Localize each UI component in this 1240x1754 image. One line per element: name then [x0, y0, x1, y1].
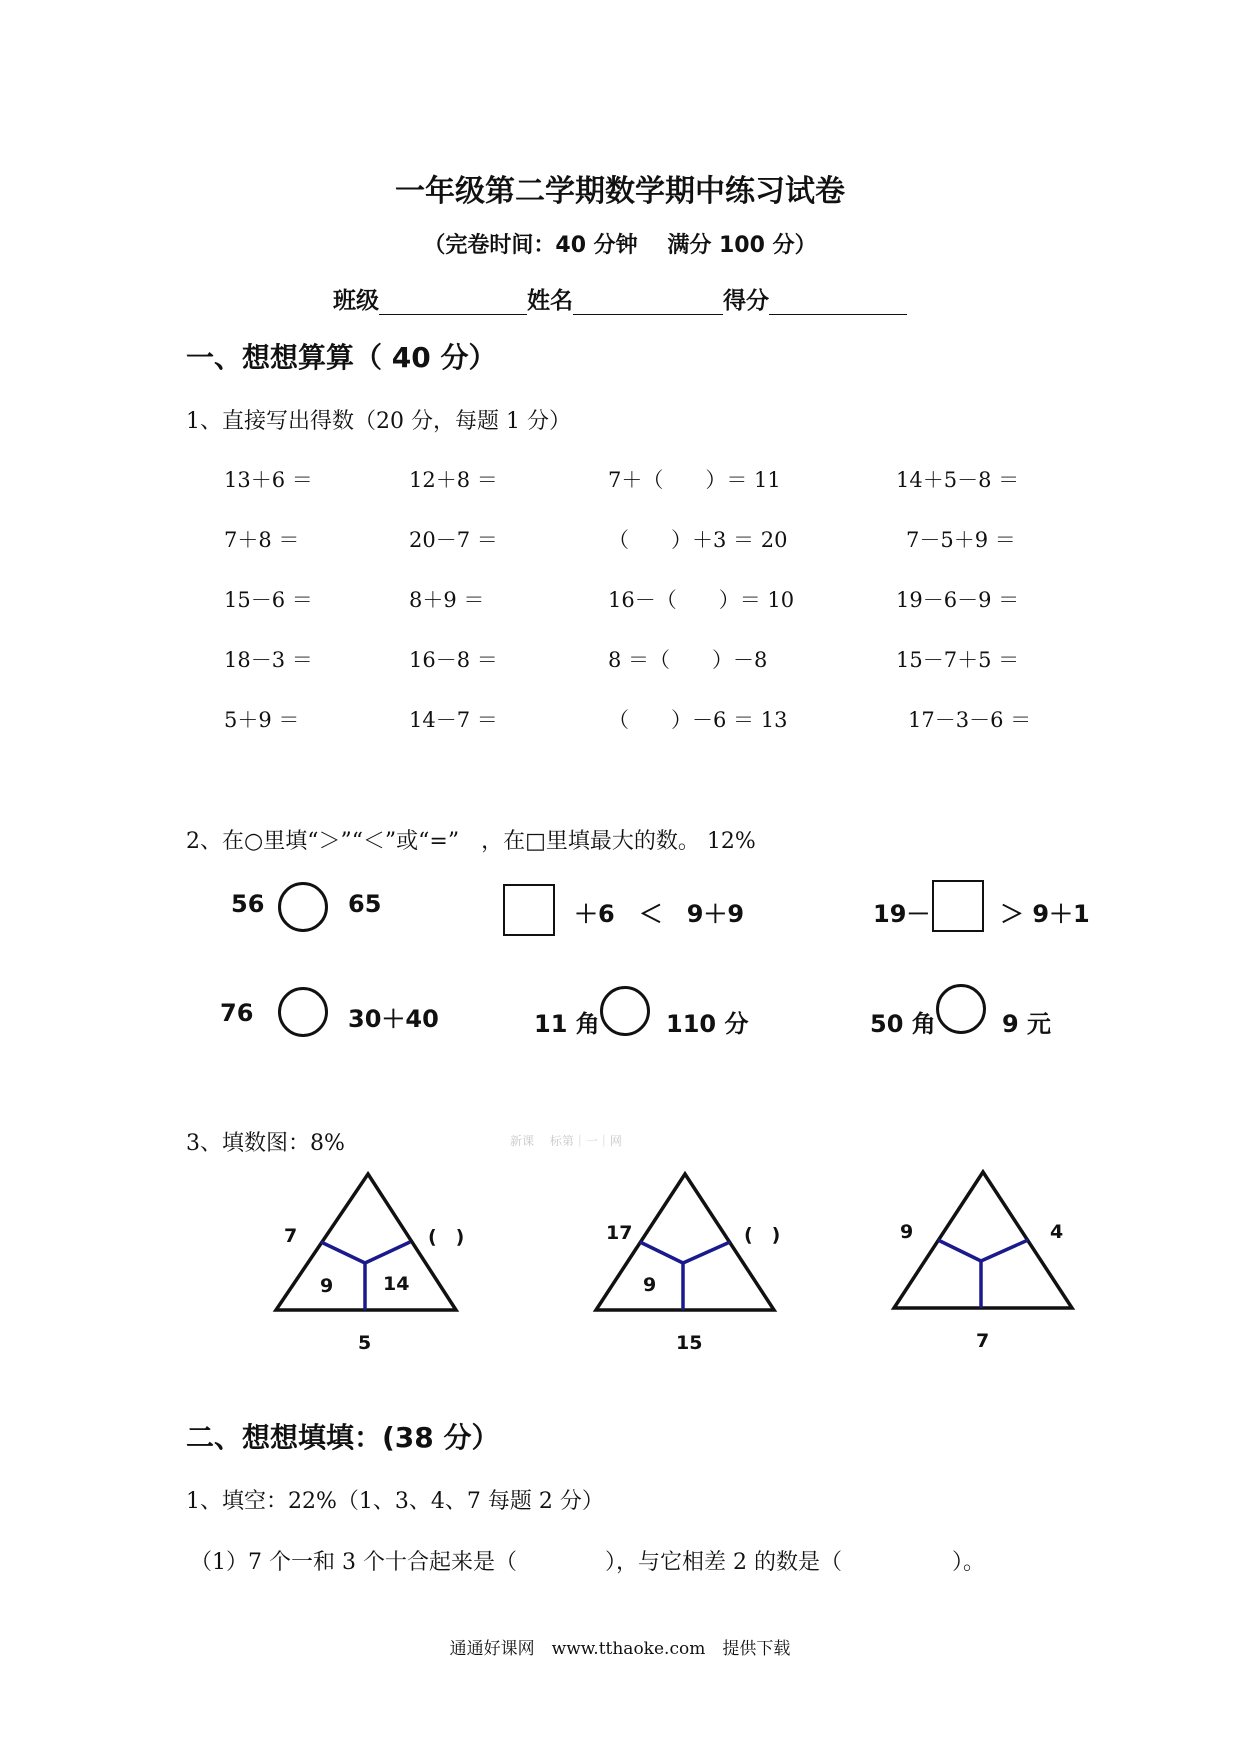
compare-right: 9 元: [1002, 1010, 1052, 1038]
calc-item: 15－7＋5 ＝: [896, 648, 1020, 672]
answer-circle[interactable]: [278, 987, 328, 1037]
score-label: 得分: [723, 288, 769, 314]
footer-credit: 通通好课网 www.tthaoke.com 提供下载: [449, 1639, 791, 1659]
box-right: ＞ 9＋1: [1000, 900, 1090, 928]
calc-item: 14＋5－8 ＝: [896, 468, 1020, 492]
triangle-diagram-3: [882, 1166, 1102, 1336]
triangle-edge-label: ( ): [428, 1226, 465, 1248]
compare-right: 65: [348, 890, 382, 918]
class-field[interactable]: [379, 292, 527, 315]
triangle-inner-label: 9: [320, 1275, 334, 1297]
calc-item: （ ）－6 ＝ 13: [608, 708, 788, 732]
page-subtitle: （完卷时间：40 分钟 满分 100 分）: [423, 233, 817, 258]
compare-left: 11 角: [534, 1010, 600, 1038]
calc-item: 18－3 ＝: [224, 648, 313, 672]
calc-item: 16－8 ＝: [409, 648, 498, 672]
section2-item1: （1）7 个一和 3 个十合起来是（ ），与它相差 2 的数是（ ）。: [190, 1550, 985, 1575]
calc-item: 8＋9 ＝: [409, 588, 485, 612]
page-title: 一年级第二学期数学期中练习试卷: [395, 174, 845, 209]
compare-left: 76: [220, 999, 254, 1027]
calc-item: 17－3－6 ＝: [908, 708, 1032, 732]
section2-q1-prompt: 1、填空：22%（1、3、4、7 每题 2 分）: [186, 1489, 604, 1514]
box-left: 19－: [873, 900, 931, 928]
section2-heading: 二、想想填填：(38 分）: [186, 1421, 500, 1454]
calc-item: 16－（ ）＝ 10: [608, 588, 795, 612]
triangle-edge-label: 15: [676, 1332, 703, 1354]
calc-item: 20－7 ＝: [409, 528, 498, 552]
calc-item: 15－6 ＝: [224, 588, 313, 612]
triangle-edge-label: 4: [1050, 1221, 1064, 1243]
answer-box[interactable]: [503, 884, 555, 936]
calc-item: 5＋9 ＝: [224, 708, 300, 732]
name-field[interactable]: [573, 292, 723, 315]
triangle-edge-label: 7: [976, 1330, 990, 1352]
calc-item: 7＋8 ＝: [224, 528, 300, 552]
answer-box[interactable]: [932, 880, 984, 932]
calc-item: 7－5＋9 ＝: [906, 528, 1016, 552]
compare-right: 110 分: [666, 1010, 749, 1038]
calc-item: 12＋8 ＝: [409, 468, 498, 492]
triangle-edge-label: 7: [284, 1225, 298, 1247]
box-expression: ＋6 ＜ 9＋9: [574, 900, 745, 928]
calc-item: （ ）＋3 ＝ 20: [608, 528, 788, 552]
q1-prompt: 1、直接写出得数（20 分，每题 1 分）: [186, 409, 571, 434]
calc-item: 19－6－9 ＝: [896, 588, 1020, 612]
q2-prompt: 2、在○里填“＞”“＜”或“=” ，在□里填最大的数。 12%: [186, 829, 756, 854]
answer-circle[interactable]: [278, 882, 328, 932]
triangle-inner-label: 14: [383, 1273, 410, 1295]
triangle-diagram-2: [584, 1168, 804, 1338]
compare-left: 50 角: [870, 1010, 936, 1038]
compare-right: 30＋40: [348, 1005, 439, 1033]
watermark: 新课 标第｜一｜网: [510, 1134, 622, 1148]
calc-item: 8 ＝（ ）－8: [608, 648, 768, 672]
triangle-edge-label: 5: [358, 1332, 372, 1354]
student-info-row: [333, 282, 907, 315]
q3-prompt: 3、填数图：8%: [186, 1131, 345, 1156]
triangle-edge-label: 9: [900, 1221, 914, 1243]
answer-circle[interactable]: [600, 986, 650, 1036]
calc-item: 7＋（ ）＝ 11: [608, 468, 781, 492]
triangle-edge-label: ( ): [744, 1224, 781, 1246]
score-field[interactable]: [769, 292, 907, 315]
compare-left: 56: [231, 890, 265, 918]
section1-heading: 一、想想算算（ 40 分）: [186, 341, 497, 374]
calc-item: 14－7 ＝: [409, 708, 498, 732]
triangle-edge-label: 17: [606, 1222, 633, 1244]
calc-item: 13＋6 ＝: [224, 468, 313, 492]
answer-circle[interactable]: [936, 984, 986, 1034]
name-label: 姓名: [527, 288, 573, 314]
triangle-inner-label: 9: [643, 1274, 657, 1296]
class-label: 班级: [333, 288, 379, 314]
triangle-diagram-1: [266, 1168, 486, 1338]
